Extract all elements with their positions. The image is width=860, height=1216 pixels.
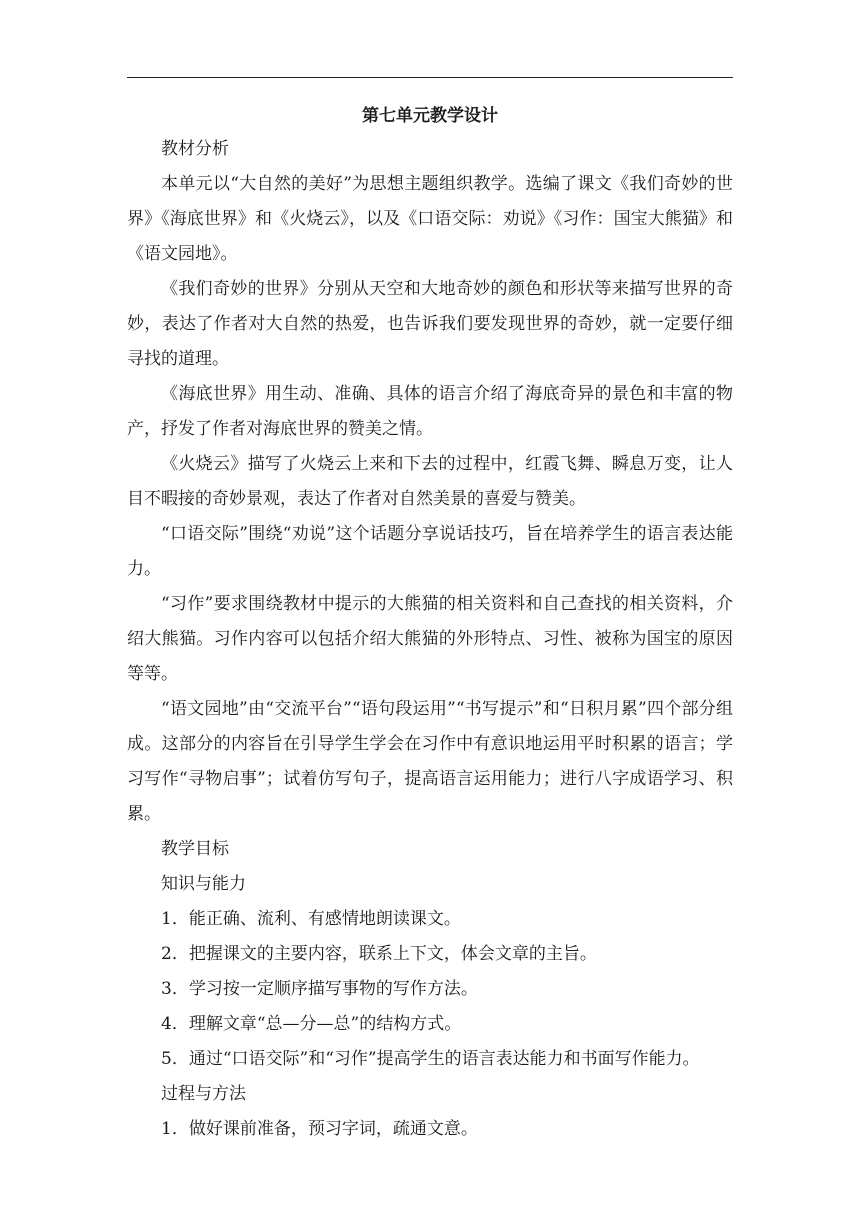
section-heading-analysis: 教材分析 [161, 139, 229, 159]
subheading-process: 过程与方法 [161, 1084, 246, 1104]
paragraph-writing: “习作”要求围绕教材中提示的大熊猫的相关资料和自己查找的相关资料，介绍大熊猫。习作内容可以包括介绍大熊猫的外形特点、习性、被称为国宝的原因等等。 [127, 594, 733, 684]
paragraph-intro: 本单元以“大自然的美好”为思想主题组织教学。选编了课文《我们奇妙的世界》《海底世界》和《火烧云》，以及《口语交际：劝说》《习作：国宝大熊猫》和《语文园地》。 [127, 174, 733, 264]
paragraph-undersea-world: 《海底世界》用生动、准确、具体的语言介绍了海底奇异的景色和丰富的物产，抒发了作者对海底世界的赞美之情。 [127, 384, 733, 439]
document-body [127, 100, 733, 1147]
paragraph-fire-clouds: 《火烧云》描写了火烧云上来和下去的过程中，红霞飞舞、瞬息万变，让人目不暇接的奇妙景观，表达了作者对自然美景的喜爱与赞美。 [127, 454, 733, 509]
subheading-knowledge: 知识与能力 [161, 874, 246, 894]
paragraph-language-garden: “语文园地”由“交流平台”“语句段运用”“书写提示”和“日积月累”四个部分组成。这部分的内容旨在引导学生学会在习作中有意识地运用平时积累的语言；学习写作“寻物启事”；试着仿写句子，提高语言运用能力；进行八字成语学习、积累。 [127, 699, 733, 824]
paragraph-wonderful-world: 《我们奇妙的世界》分别从天空和大地奇妙的颜色和形状等来描写世界的奇妙，表达了作者对大自然的热爱，也告诉我们要发现世界的奇妙，就一定要仔细寻找的道理。 [127, 279, 733, 369]
header-rule [127, 77, 733, 78]
knowledge-item: 3．学习按一定顺序描写事物的写作方法。 [161, 979, 478, 999]
knowledge-item: 1．能正确、流利、有感情地朗读课文。 [161, 909, 461, 929]
knowledge-item: 4．理解文章“总—分—总”的结构方式。 [161, 1014, 462, 1034]
paragraph-oral-communication: “口语交际”围绕“劝说”这个话题分享说话技巧，旨在培养学生的语言表达能力。 [127, 524, 733, 579]
document-title: 第七单元教学设计 [362, 106, 498, 126]
knowledge-item: 2．把握课文的主要内容，联系上下文，体会文章的主旨。 [161, 944, 597, 964]
knowledge-item: 5．通过“口语交际”和“习作”提高学生的语言表达能力和书面写作能力。 [161, 1049, 700, 1069]
section-heading-objectives: 教学目标 [161, 839, 229, 859]
process-item: 1．做好课前准备，预习字词，疏通文意。 [161, 1119, 478, 1139]
